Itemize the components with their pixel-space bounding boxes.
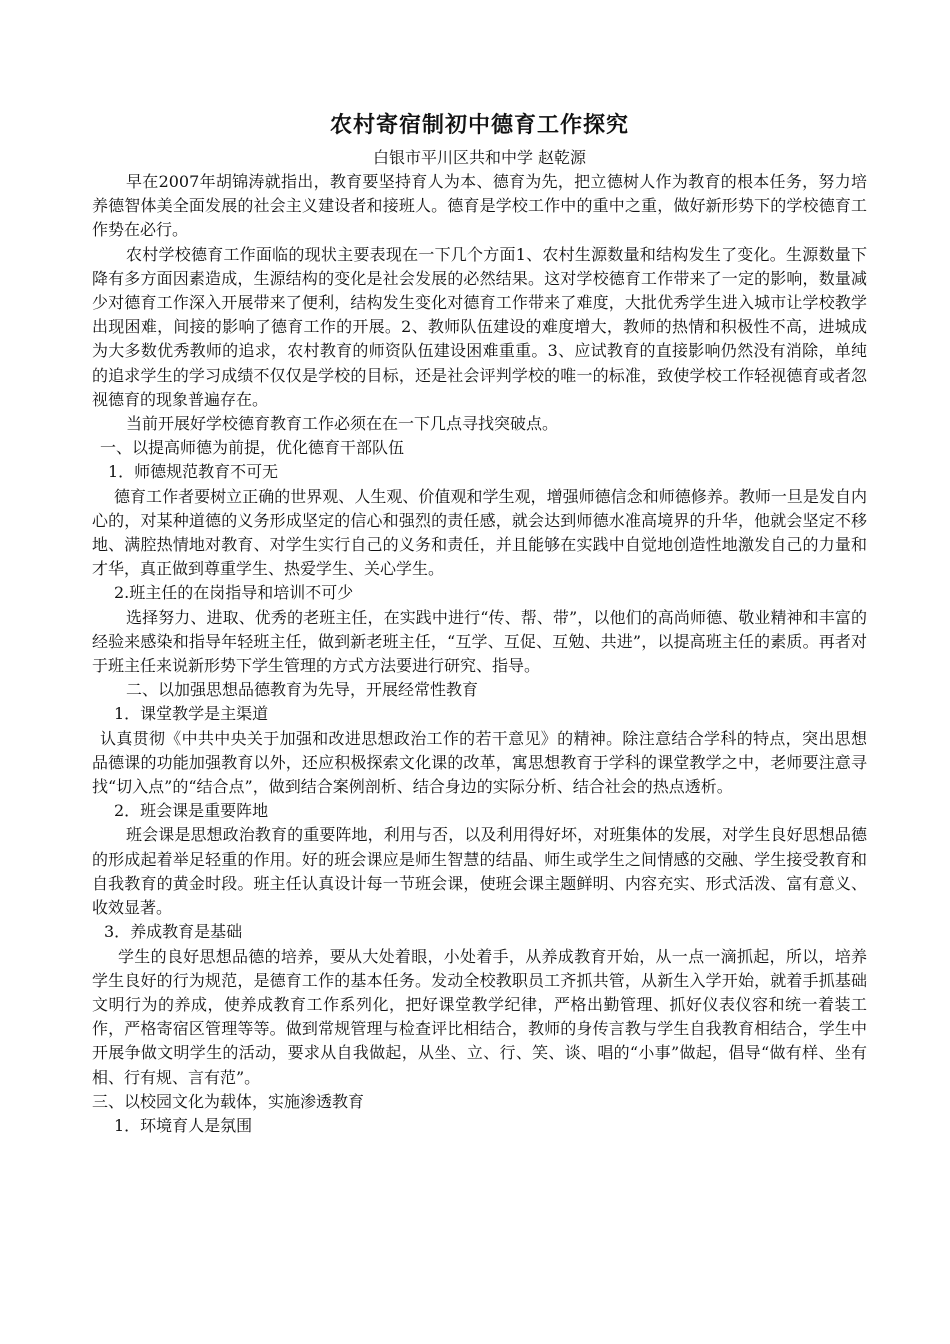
author-line: 白银市平川区共和中学 赵乾源 (372, 148, 587, 167)
document-title: 农村寄宿制初中德育工作探究 (329, 113, 629, 138)
subheading-3-1: 1．环境育人是氛围 (114, 1115, 253, 1135)
section-heading-2: 二、以加强思想品德教育为先导，开展经常性教育 (126, 680, 479, 700)
paragraph-1-1: 德育工作者要树立正确的世界观、人生观、价值观和学生观，增强师德信念和师德修养。教师一旦是发自内心的，对某种道德的义务形成坚定的信心和强烈的责任感，就会达到师德水准高境界的升华，他就会坚定不移地、满腔热情地对教育、对学生实行自己的义务和责任，并且能够在实践中自觉地创造性地激发自己的力量和才华，真正做到尊重学生、热爱学生、关心学生。 (92, 486, 867, 579)
section-heading-1: 一、以提高师德为前提，优化德育干部队伍 (100, 438, 405, 458)
subheading-1-2: 2.班主任的在岗指导和培训不可少 (114, 583, 354, 603)
paragraph-2-2: 班会课是思想政治教育的重要阵地，利用与否，以及利用得好坏，对班集体的发展，对学生良好思想品德的形成起着举足轻重的作用。好的班会课应是师生智慧的结晶、师生或学生之间情感的交融、学生接受教育和自我教育的黄金时段。班主任认真设计每一节班会课，使班会课主题鲜明、内容充实、形式活泼、富有意义、收效显著。 (92, 825, 867, 918)
subheading-1-1: 1．师德规范教育不可无 (108, 462, 279, 482)
paragraph-2-1: 认真贯彻《中共中央关于加强和改进思想政治工作的若干意见》的精神。除注意结合学科的特点，突出思想品德课的功能加强教育以外，还应积极探索文化课的改革，寓思想教育于学科的课堂教学之中，老师要注意寻找“切入点”的“结合点”，做到结合案例剖析、结合身边的实际分析、结合社会的热点透析。 (92, 728, 867, 797)
paragraph-intro: 早在2007年胡锦涛就指出，教育要坚持育人为本、德育为先，把立德树人作为教育的根本任务，努力培养德智体美全面发展的社会主义建设者和接班人。德育是学校工作中的重中之重，做好新形势下的学校德育工作势在必行。 (92, 172, 867, 240)
paragraph-1-2: 选择努力、进取、优秀的老班主任，在实践中进行“传、帮、带”，以他们的高尚师德、敬业精神和丰富的经验来感染和指导年轻班主任，做到新老班主任，“互学、互促、互勉、共进”，以提高班主任的素质。再者对于班主任来说新形势下学生管理的方式方法要进行研究、指导。 (92, 607, 867, 676)
subheading-2-2: 2．班会课是重要阵地 (114, 801, 269, 821)
subheading-2-3: 3．养成教育是基础 (104, 922, 243, 942)
paragraph-current-situation: 农村学校德育工作面临的现状主要表现在一下几个方面1、农村生源数量和结构发生了变化。生源数量下降有多方面因素造成，生源结构的变化是社会发展的必然结果。这对学校德育工作带来了一定的影响，数量减少对德育工作深入开展带来了便利，结构发生变化对德育工作带来了难度，大批优秀学生进入城市让学校教学出现困难，间接的影响了德育工作的开展。2、教师队伍建设的难度增大，教师的热情和积极性不高，进城成为大多数优秀教师的追求，农村教育的师资队伍建设困难重重。3、应试教育的直接影响仍然没有消除，单纯的追求学生的学习成绩不仅仅是学校的目标，还是社会评判学校的唯一的标准，致使学校工作轻视德育或者忽视德育的现象普遍存在。 (92, 244, 867, 409)
subheading-2-1: 1．课堂教学是主渠道 (114, 704, 269, 724)
paragraph-2-3: 学生的良好思想品德的培养，要从大处着眼，小处着手，从养成教育开始，从一点一滴抓起，所以，培养学生良好的行为规范，是德育工作的基本任务。发动全校教职员工齐抓共管，从新生入学开始，就着手抓基础文明行为的养成，使养成教育工作系列化，把好课堂教学纪律，严格出勤管理、抓好仪表仪容和统一着装工作，严格寄宿区管理等等。做到常规管理与检查评比相结合，教师的身传言教与学生自我教育相结合，学生中开展争做文明学生的活动，要求从自我做起，从坐、立、行、笑、谈、唱的“小事”做起，倡导“做有样、坐有相、行有规、言有范”。 (92, 946, 867, 1087)
section-heading-3: 三、以校园文化为载体，实施渗透教育 (92, 1091, 365, 1111)
paragraph-breakthrough: 当前开展好学校德育教育工作必须在在一下几点寻找突破点。 (126, 414, 559, 434)
document-page (92, 106, 867, 1138)
